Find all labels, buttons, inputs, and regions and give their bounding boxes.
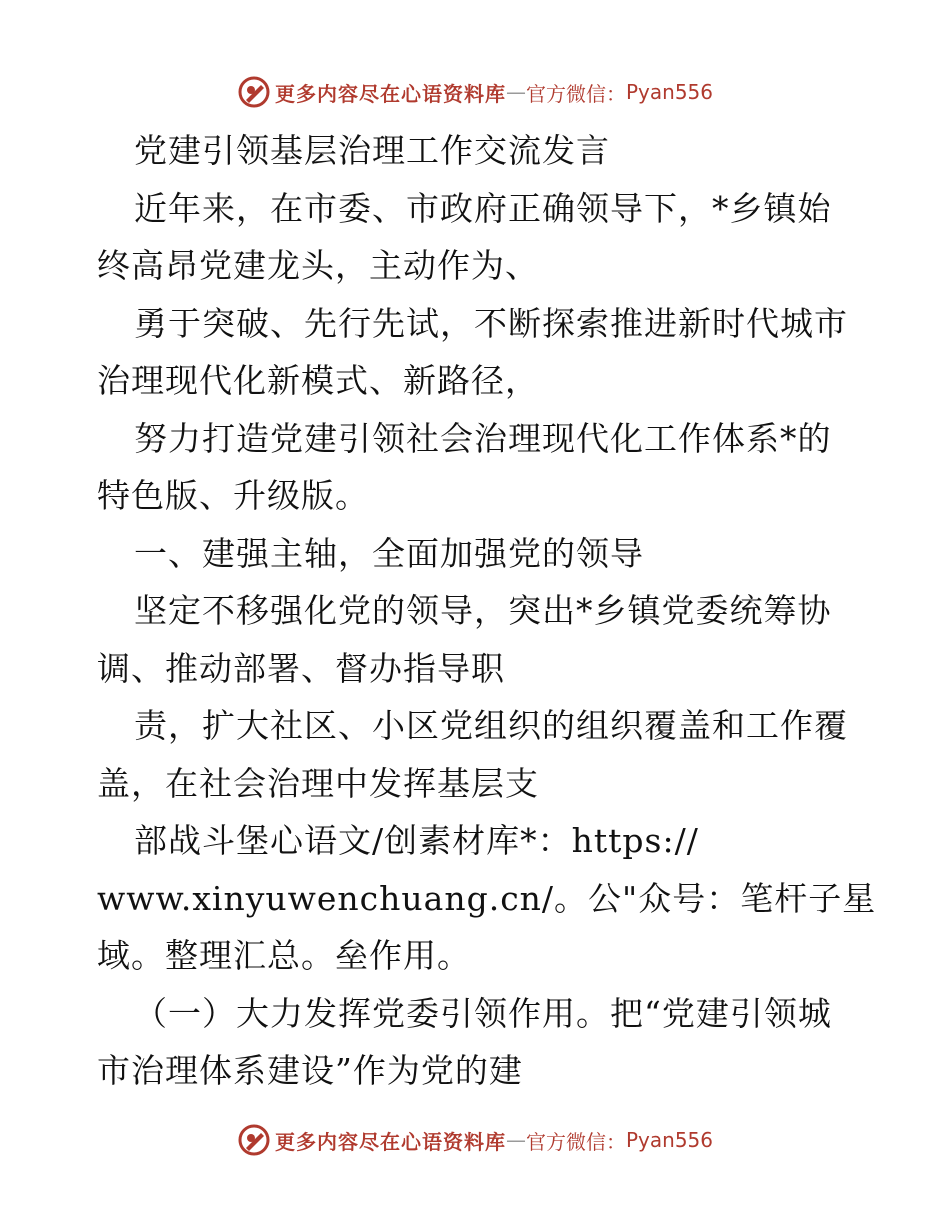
paragraph-line: 努力打造党建引领社会治理现代化工作体系*的 xyxy=(134,418,832,458)
watermark-brand: 更多内容尽在心语资料库 xyxy=(274,81,506,106)
paragraph-line: www.xinyuwenchuang.cn/。公"众号：笔杆子星 xyxy=(97,878,877,918)
watermark-wechat-id: Pyan556 xyxy=(625,80,713,104)
pen-seal-icon xyxy=(237,75,271,109)
watermark-brand: 更多内容尽在心语资料库 xyxy=(274,1129,506,1154)
paragraph-line: 终高昂党建龙头，主动作为、 xyxy=(97,246,539,285)
document-title: 党建引领基层治理工作交流发言 xyxy=(134,131,610,170)
watermark-separator: — xyxy=(505,1128,526,1152)
watermark-label: 官方微信： xyxy=(525,1129,626,1154)
paragraph-line: 市治理体系建设”作为党的建 xyxy=(97,1051,523,1090)
paragraph-line: 调、推动部署、督办指导职 xyxy=(97,648,505,688)
paragraph-line: 部战斗堡心语文/创素材库*：https:// xyxy=(134,821,699,860)
paragraph-line: 责，扩大社区、小区党组织的组织覆盖和工作覆 xyxy=(134,706,848,745)
document-body xyxy=(97,122,877,1100)
subsection-heading: （一）大力发挥党委引领作用。把“党建引领城 xyxy=(134,993,832,1033)
header-watermark xyxy=(0,72,950,112)
watermark-wechat-id: Pyan556 xyxy=(625,1128,713,1152)
paragraph-line: 治理现代化新模式、新路径， xyxy=(97,361,539,400)
paragraph-line: 域。整理汇总。垒作用。 xyxy=(97,936,471,975)
paragraph-line: 坚定不移强化党的领导，突出*乡镇党委统筹协 xyxy=(134,591,832,630)
watermark-separator: — xyxy=(505,80,526,104)
paragraph-line: 勇于突破、先行先试，不断探索推进新时代城市 xyxy=(134,303,848,343)
footer-watermark xyxy=(0,1120,950,1160)
paragraph-line: 近年来，在市委、市政府正确领导下，*乡镇始 xyxy=(134,188,832,228)
pen-seal-icon xyxy=(237,1123,271,1157)
section-heading: 一、建强主轴，全面加强党的领导 xyxy=(134,533,644,573)
paragraph-line: 盖，在社会治理中发挥基层支 xyxy=(97,763,539,803)
watermark-label: 官方微信： xyxy=(525,81,626,106)
paragraph-line: 特色版、升级版。 xyxy=(97,476,369,515)
